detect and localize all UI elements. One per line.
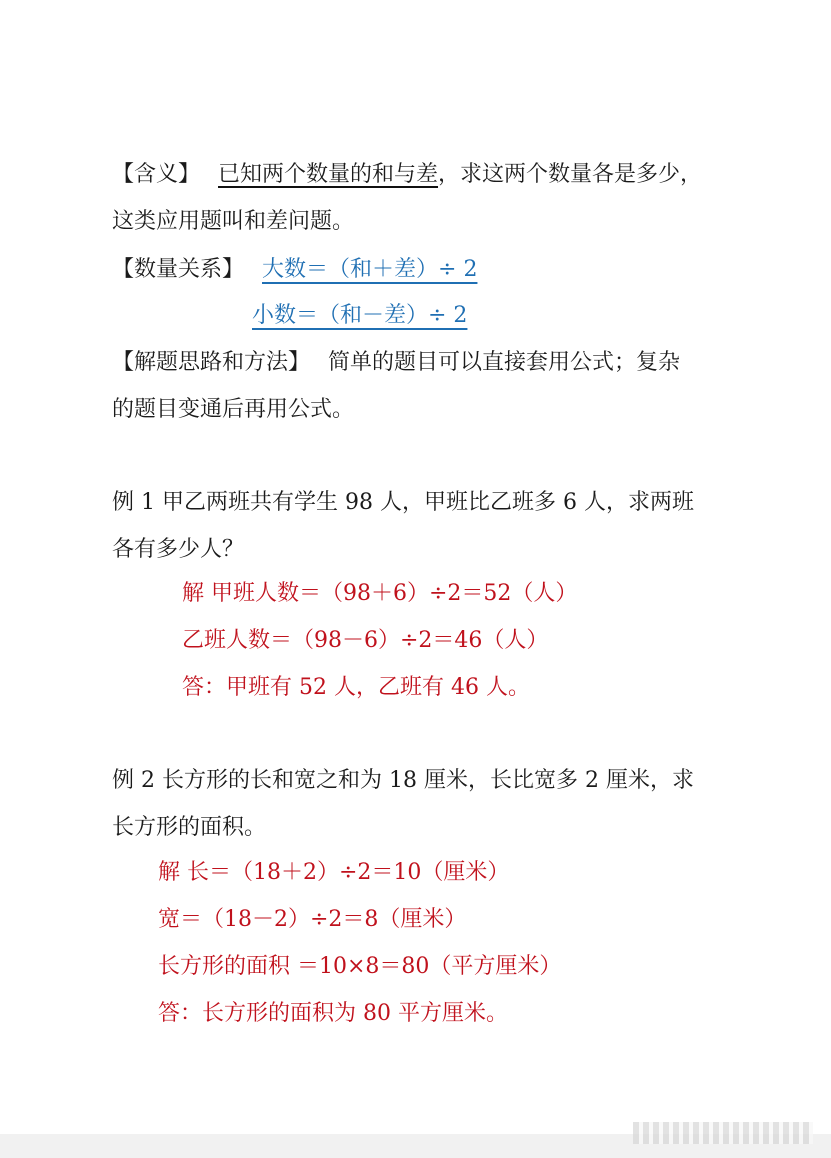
relations-line-1 (112, 254, 477, 286)
definition-line-2: 这类应用题叫和差问题。 (112, 209, 355, 234)
definition-label: 【含义】 (112, 162, 201, 187)
example1-solution-line-1: 解 甲班人数＝（98＋6）÷2＝52（人） (182, 581, 578, 606)
example1-question-line-2: 各有多少人？ (112, 537, 245, 562)
example1-answer: 答：甲班有 52 人，乙班有 46 人。 (182, 675, 530, 700)
relations-line-2 (252, 300, 467, 332)
relations-label: 【数量关系】 (112, 257, 245, 282)
method-line-2: 的题目变通后再用公式。 (112, 397, 355, 422)
example2-question-line-2: 长方形的面积。 (112, 815, 267, 840)
example2-solution-line-1: 解 长＝（18＋2）÷2＝10（厘米） (158, 860, 510, 885)
example2-solution-line-2: 宽＝（18－2）÷2＝8（厘米） (158, 907, 467, 932)
definition-underlined-text: 已知两个数量的和与差 (218, 162, 439, 187)
method-line-1 (112, 347, 680, 379)
method-text-1: 简单的题目可以直接套用公式；复杂 (328, 350, 681, 375)
example1-solution-line-2: 乙班人数＝（98－6）÷2＝46（人） (182, 628, 549, 653)
definition-rest-text: ，求这两个数量各是多少， (438, 162, 703, 187)
watermark-logo (633, 1122, 813, 1144)
example2-answer: 答：长方形的面积为 80 平方厘米。 (158, 1001, 508, 1026)
formula-big-number: 大数＝（和＋差）÷ 2 (262, 257, 478, 282)
formula-small-number: 小数＝（和－差）÷ 2 (252, 303, 468, 328)
example2-solution-line-3: 长方形的面积 ＝10×8＝80（平方厘米） (158, 954, 562, 979)
method-label: 【解题思路和方法】 (112, 350, 311, 375)
definition-line-1 (112, 159, 702, 191)
example1-question-line-1: 例 1 甲乙两班共有学生 98 人，甲班比乙班多 6 人，求两班 (112, 490, 694, 515)
example2-question-line-1: 例 2 长方形的长和宽之和为 18 厘米，长比宽多 2 厘米，求 (112, 768, 694, 793)
